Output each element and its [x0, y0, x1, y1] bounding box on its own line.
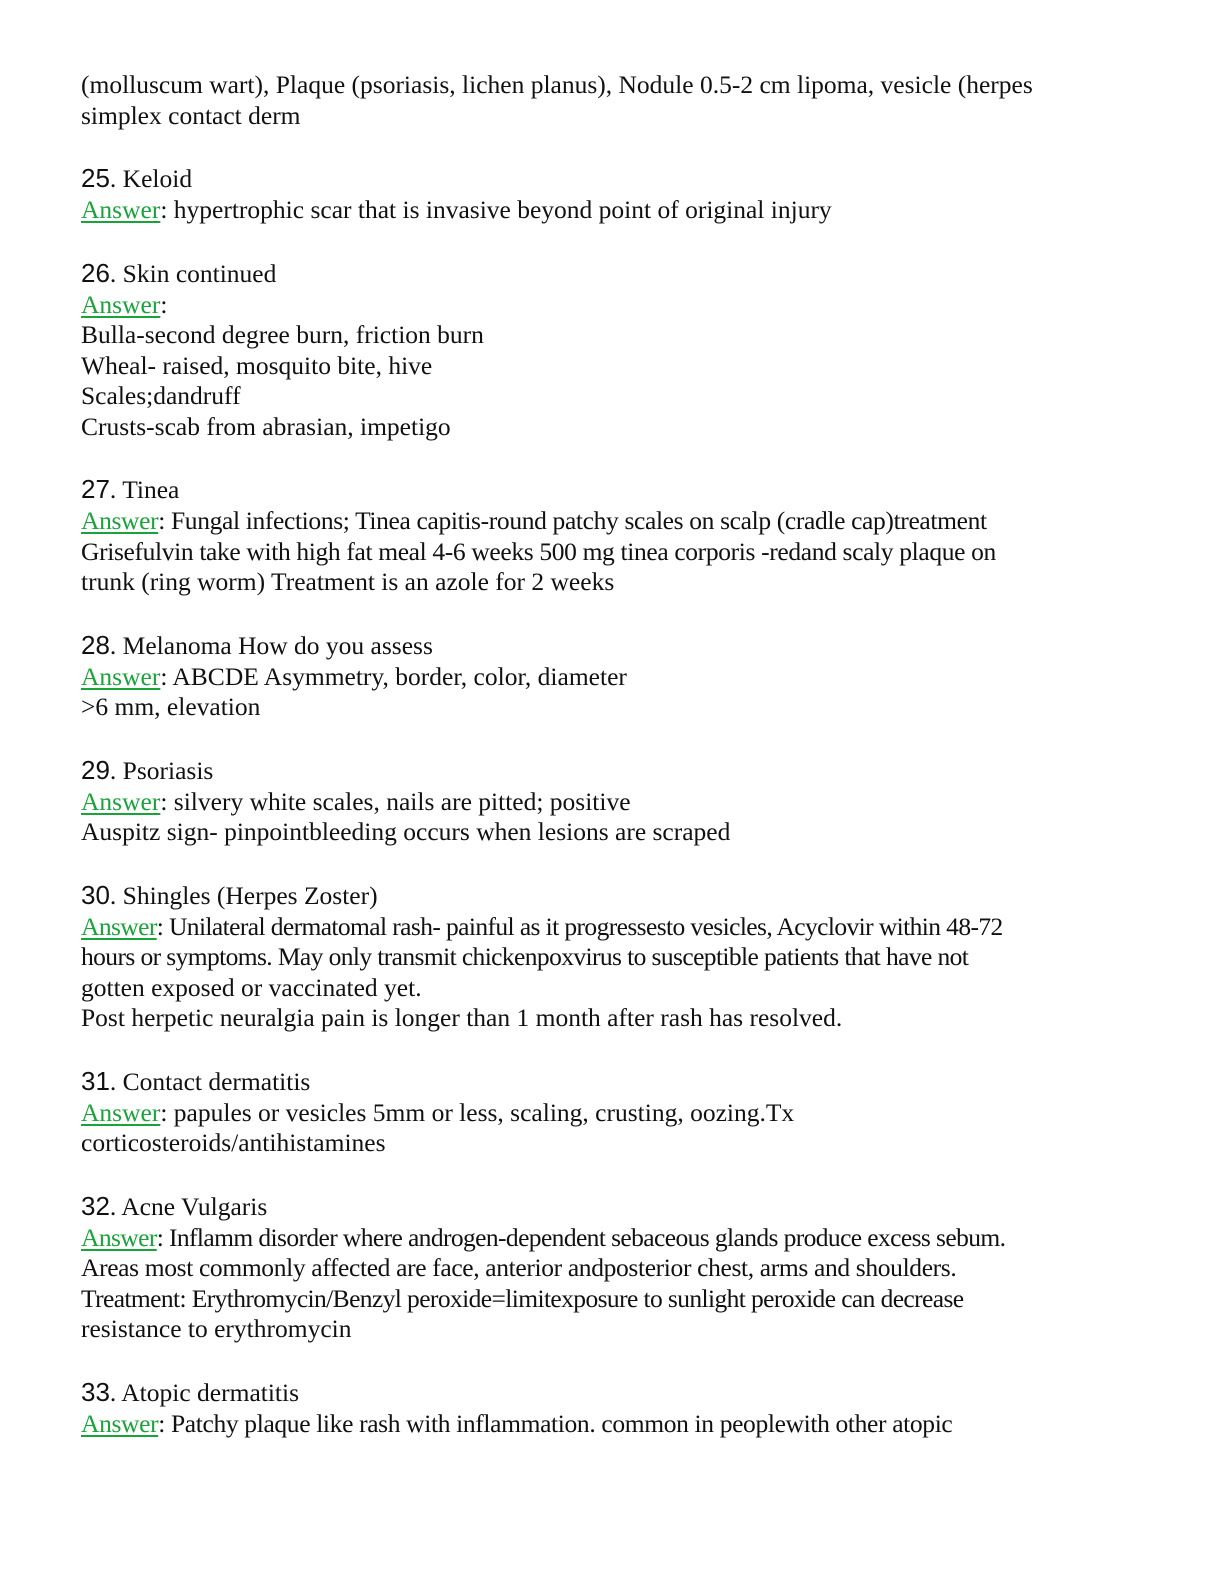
- question-number: 31: [81, 1065, 110, 1096]
- answer-line: Crusts-scab from abrasian, impetigo: [81, 411, 451, 441]
- question-text: Tinea: [122, 475, 180, 504]
- answer-line: Wheal- raised, mosquito bite, hive: [81, 350, 433, 380]
- answer-link[interactable]: Answer: [81, 786, 161, 816]
- answer-link[interactable]: Answer: [81, 661, 161, 691]
- answer-line: corticosteroids/antihistamines: [81, 1128, 386, 1157]
- question-heading: 30. Shingles (Herpes Zoster): [81, 879, 378, 910]
- question-item: [81, 473, 1146, 598]
- answer-line: [81, 662, 1146, 693]
- document-page: [81, 70, 1146, 1470]
- question-text: Contact dermatitis: [122, 1066, 311, 1096]
- answer-line: Areas most commonly affected are face, anterior andposterior chest, arms and shoulders.: [81, 1253, 957, 1282]
- question-number: 28: [81, 629, 110, 660]
- question-heading: 28. Melanoma How do you assess: [81, 629, 433, 660]
- question-heading: 25. Keloid: [81, 163, 193, 193]
- question-number: 27: [81, 474, 110, 504]
- answer-line: Bulla-second degree burn, friction burn: [81, 320, 484, 349]
- question-number: 32: [81, 1190, 110, 1221]
- answer-text: : Fungal infections; Tinea capitis-round patchy scales on scalp (cradle cap)treatment: [158, 506, 987, 535]
- answer-line: >6 mm, elevation: [81, 692, 261, 721]
- question-number: 33: [81, 1376, 110, 1407]
- answer-line: [81, 1223, 1146, 1254]
- question-number: 30: [81, 879, 110, 910]
- question-text: Keloid: [122, 164, 193, 193]
- question-heading: 32. Acne Vulgaris: [81, 1190, 268, 1221]
- answer-line: [81, 1409, 1146, 1440]
- question-number: 25: [81, 163, 110, 193]
- question-item: [81, 162, 1146, 226]
- question-item: [81, 629, 1146, 723]
- question-heading: 31. Contact dermatitis: [81, 1065, 311, 1096]
- question-heading: 26. Skin continued: [81, 257, 277, 288]
- answer-link[interactable]: Answer: [81, 911, 157, 941]
- answer-line: Auspitz sign- pinpointbleeding occurs when lesions are scraped: [81, 817, 731, 846]
- question-text: Melanoma How do you assess: [122, 630, 433, 660]
- question-item: [81, 257, 1146, 443]
- question-number: 29: [81, 754, 110, 785]
- answer-line: [81, 787, 1146, 818]
- question-item: [81, 1065, 1146, 1159]
- answer-text: : Unilateral dermatomal rash- painful as it progressesto vesicles, Acyclovir within 48-72: [156, 911, 1003, 941]
- answer-text: : ABCDE Asymmetry, border, color, diameter: [160, 661, 627, 691]
- answer-link[interactable]: Answer: [81, 289, 161, 319]
- intro-line: simplex contact derm: [81, 100, 301, 130]
- answer-text: : hypertrophic scar that is invasive beyond point of original injury: [160, 195, 832, 224]
- answer-line: gotten exposed or vaccinated yet.: [81, 972, 422, 1002]
- answer-line: Scales;dandruff: [81, 381, 241, 410]
- question-text: Skin continued: [122, 258, 277, 288]
- answer-line: [81, 290, 1146, 321]
- question-text: Psoriasis: [122, 755, 214, 785]
- answer-line: Post herpetic neuralgia pain is longer than 1 month after rash has resolved.: [81, 1003, 843, 1032]
- question-item: [81, 754, 1146, 848]
- answer-text: :: [160, 289, 168, 319]
- answer-link[interactable]: Answer: [81, 506, 159, 535]
- question-item: [81, 879, 1146, 1034]
- answer-line: [81, 1098, 1146, 1129]
- answer-text: : silvery white scales, nails are pitted; positive: [160, 786, 631, 816]
- question-text: Acne Vulgaris: [121, 1191, 268, 1221]
- answer-text: : Inflamm disorder where androgen-dependent sebaceous glands produce excess sebum.: [156, 1222, 1006, 1252]
- answer-link[interactable]: Answer: [81, 1097, 161, 1127]
- intro-line: (molluscum wart), Plaque (psoriasis, lichen planus), Nodule 0.5-2 cm lipoma, vesicle (herpes: [81, 70, 1033, 99]
- question-number: 26: [81, 257, 110, 288]
- answer-line: resistance to erythromycin: [81, 1314, 352, 1343]
- question-text: Shingles (Herpes Zoster): [122, 880, 378, 910]
- answer-line: [81, 195, 1146, 226]
- answer-line: trunk (ring worm) Treatment is an azole for 2 weeks: [81, 567, 615, 596]
- question-heading: 27. Tinea: [81, 474, 180, 504]
- intro-paragraph: [81, 70, 1146, 131]
- answer-link[interactable]: Answer: [81, 195, 161, 224]
- answer-link[interactable]: Answer: [81, 1222, 157, 1252]
- answer-text: : Patchy plaque like rash with inflammation. common in peoplewith other atopic: [158, 1408, 953, 1438]
- question-heading: 29. Psoriasis: [81, 754, 214, 785]
- answer-text: : papules or vesicles 5mm or less, scaling, crusting, oozing.Tx: [160, 1097, 795, 1127]
- question-text: Atopic dermatitis: [121, 1377, 300, 1407]
- answer-line: Grisefulvin take with high fat meal 4-6 weeks 500 mg tinea corporis -redand scaly plaque on: [81, 536, 996, 566]
- answer-line: [81, 912, 1146, 943]
- answer-line: [81, 506, 1146, 537]
- question-heading: 33. Atopic dermatitis: [81, 1376, 300, 1407]
- answer-line: hours or symptoms. May only transmit chickenpoxvirus to susceptible patients that have not: [81, 942, 969, 971]
- answer-link[interactable]: Answer: [81, 1408, 159, 1438]
- answer-line: Treatment: Erythromycin/Benzyl peroxide=limitexposure to sunlight peroxide can decrease: [81, 1283, 964, 1313]
- question-item: [81, 1376, 1146, 1440]
- question-item: [81, 1190, 1146, 1345]
